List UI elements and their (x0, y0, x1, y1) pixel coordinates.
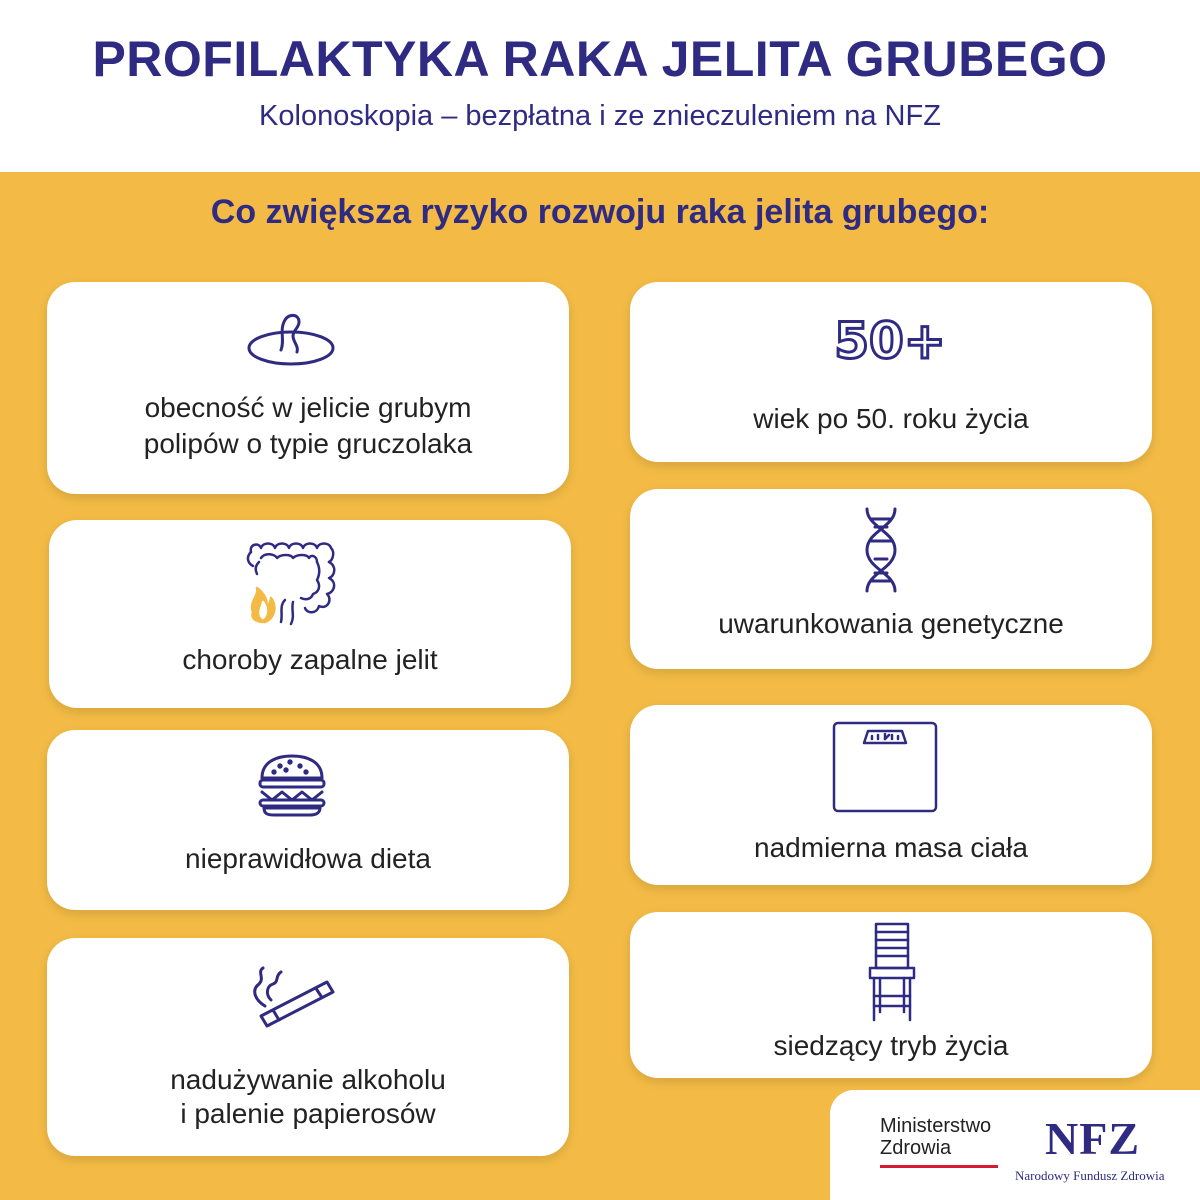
card-age (630, 282, 1152, 462)
page-subtitle: Kolonoskopia – bezpłatna i ze znieczuleniem na NFZ (259, 100, 941, 132)
nfz-full-name: Narodowy Fundusz Zdrowia (1015, 1168, 1165, 1183)
polyp-icon (245, 310, 341, 370)
age-badge-text: 50+ (834, 312, 946, 370)
genetic-label: uwarunkowania genetyczne (718, 608, 1064, 639)
sedentary-label: siedzący tryb życia (773, 1030, 1009, 1061)
polyps-label-line1: obecność w jelicie grubym (144, 392, 472, 423)
cigarette-icon (247, 964, 337, 1034)
card-alcohol-smoking (47, 938, 569, 1156)
card-diet (47, 730, 569, 910)
chair-icon (862, 922, 922, 1022)
dna-icon (861, 507, 901, 593)
inflammatory-label: choroby zapalne jelit (182, 644, 438, 675)
alcohol-smoking-label-line2: i palenie papierosów (180, 1098, 436, 1129)
ministry-logo (880, 1115, 991, 1159)
card-inflammatory (49, 520, 571, 708)
page-title: PROFILAKTYKA RAKA JELITA GRUBEGO (92, 31, 1108, 87)
polyps-label-line2: polipów o typie gruczolaka (143, 428, 473, 459)
card-polyps (47, 282, 569, 494)
diet-label: nieprawidłowa dieta (185, 843, 431, 874)
weight-label: nadmierna masa ciała (754, 832, 1028, 863)
ministry-logo-line (880, 1165, 998, 1168)
section-heading: Co zwiększa ryzyko rozwoju raka jelita grubego: (210, 193, 990, 231)
logos-panel (830, 1090, 1200, 1200)
age-label: wiek po 50. roku życia (753, 403, 1029, 434)
inflamed-intestine-icon (245, 540, 340, 630)
ministry-name-line2: Zdrowia (880, 1137, 952, 1159)
ministry-name-line1: Ministerstwo (880, 1115, 992, 1137)
nfz-logo: NFZ (1045, 1113, 1140, 1164)
card-genetic (630, 489, 1152, 669)
alcohol-smoking-label-line1: nadużywanie alkoholu (170, 1064, 446, 1095)
card-weight (630, 705, 1152, 885)
burger-icon (256, 752, 328, 818)
header (0, 0, 1200, 172)
scale-icon (832, 721, 938, 813)
age-50-plus-icon (830, 310, 950, 370)
card-sedentary (630, 912, 1152, 1078)
